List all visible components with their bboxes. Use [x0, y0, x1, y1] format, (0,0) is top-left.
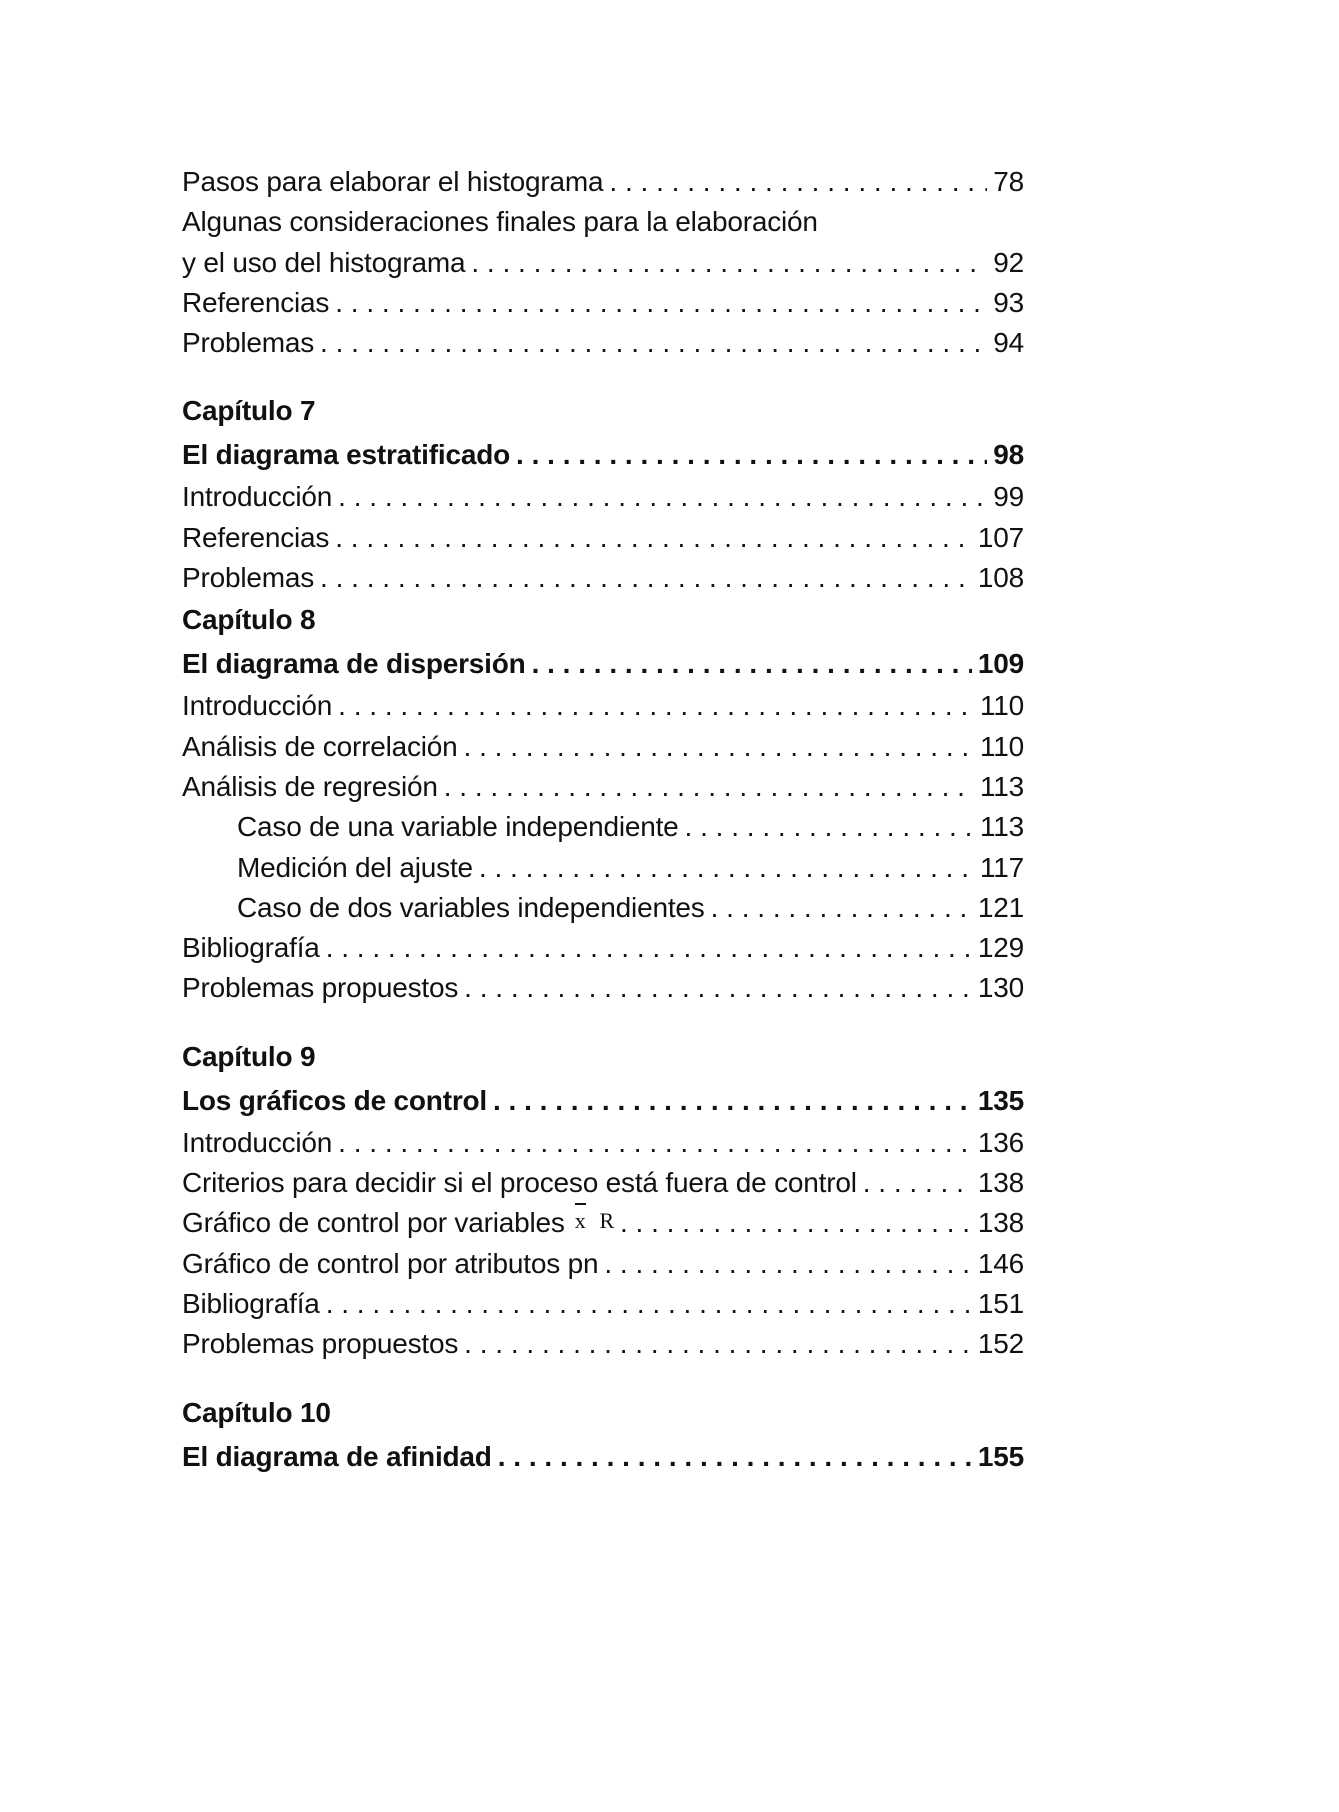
chapter-heading[interactable] [182, 433, 1024, 477]
dot-leader [498, 1435, 972, 1479]
toc-entry[interactable] [182, 558, 1024, 598]
toc-entry-title: Problemas [182, 327, 315, 359]
toc-entry-title: Criterios para decidir si el proceso está fuera de control [182, 1167, 857, 1199]
toc-entry[interactable] [182, 162, 1024, 202]
toc-entry[interactable] [182, 323, 1024, 363]
toc-entry-page: 110 [979, 690, 1024, 722]
toc-entry[interactable] [182, 518, 1024, 558]
toc-entry-title [182, 1203, 614, 1245]
chapter-heading-page: 135 [977, 1084, 1024, 1116]
chapter-heading[interactable] [182, 1079, 1024, 1123]
section-gap [182, 1365, 1024, 1391]
toc-subentry[interactable] [182, 848, 1024, 888]
toc-entry-page: 130 [977, 972, 1024, 1004]
toc-entry-line: Algunas consideraciones finales para la elaboración [182, 206, 818, 238]
dot-leader [471, 243, 987, 283]
toc-entry-title: Referencias [182, 286, 330, 318]
toc-entry[interactable] [182, 686, 1024, 726]
chapter-label: Capítulo 8 [182, 604, 316, 636]
toc-entry-page: 146 [977, 1247, 1024, 1279]
toc-entry-page: 138 [977, 1207, 1024, 1239]
section-gap [182, 363, 1024, 389]
chapter-heading[interactable] [182, 642, 1024, 686]
dot-leader [479, 848, 974, 888]
dot-leader [464, 1324, 972, 1364]
chapter-heading-page: 155 [977, 1440, 1024, 1472]
x-bar-symbol: x [575, 1201, 586, 1241]
toc-entry[interactable] [182, 1324, 1024, 1364]
toc-entry-title: Problemas propuestos [182, 972, 459, 1004]
toc-entry-title: Problemas [182, 562, 315, 594]
toc-subentry-page: 113 [979, 811, 1024, 843]
chapter-heading[interactable] [182, 1435, 1024, 1479]
chapter-heading-page: 109 [977, 648, 1024, 680]
chapter-label: Capítulo 9 [182, 1040, 316, 1072]
dot-leader [620, 1203, 972, 1243]
toc-entry-title-text: Gráfico de control por variables [182, 1207, 565, 1239]
toc-entry-title: Bibliografía [182, 932, 320, 964]
toc-entry[interactable] [182, 767, 1024, 807]
toc-entry-page: 152 [977, 1328, 1024, 1360]
dot-leader [320, 558, 972, 598]
chapter-heading-title: El diagrama de afinidad [182, 1440, 492, 1472]
toc-entry-title: y el uso del histograma [182, 246, 466, 278]
dot-leader [493, 1079, 972, 1123]
toc-entry-title: Análisis de correlación [182, 730, 458, 762]
chapter-heading-title: El diagrama de dispersión [182, 648, 526, 680]
dot-leader [338, 686, 974, 726]
toc-subentry-title: Medición del ajuste [237, 851, 473, 883]
toc-entry-page: 136 [977, 1126, 1024, 1158]
toc-subentry[interactable] [182, 888, 1024, 928]
section-gap [182, 1009, 1024, 1035]
toc-entry[interactable] [182, 968, 1024, 1008]
toc-entry[interactable] [182, 1284, 1024, 1324]
toc-entry[interactable] [182, 243, 1024, 283]
chapter-heading-title: El diagrama estratificado [182, 439, 511, 471]
math-symbols [575, 1208, 614, 1233]
toc-entry-page: 113 [979, 770, 1024, 802]
chapter-heading-title: Los gráficos de control [182, 1084, 487, 1116]
toc-entry-page: 110 [979, 730, 1024, 762]
dot-leader [326, 928, 972, 968]
toc-subentry-title: Caso de una variable independiente [237, 811, 679, 843]
toc-entry[interactable] [182, 1163, 1024, 1203]
toc-entry-title: Pasos para elaborar el histograma [182, 166, 604, 197]
toc-entry-page: 99 [993, 481, 1024, 513]
toc-subentry-page: 121 [977, 891, 1024, 923]
table-of-contents [182, 162, 1024, 1479]
dot-leader [532, 642, 972, 686]
toc-entry-title: Gráfico de control por atributos pn [182, 1247, 599, 1279]
chapter-heading-page: 98 [993, 439, 1024, 471]
toc-entry-page: 107 [977, 521, 1024, 553]
toc-subentry-title: Caso de dos variables independientes [237, 891, 705, 923]
dot-leader [464, 968, 972, 1008]
toc-subentry[interactable] [182, 807, 1024, 847]
toc-entry-title: Introducción [182, 1126, 333, 1158]
toc-entry[interactable] [182, 727, 1024, 767]
dot-leader [464, 727, 974, 767]
toc-subentry-page: 117 [979, 851, 1024, 883]
toc-entry[interactable] [182, 1244, 1024, 1284]
dot-leader [338, 477, 987, 517]
dot-leader [335, 518, 972, 558]
dot-leader [609, 162, 987, 202]
toc-entry-page: 151 [977, 1287, 1024, 1319]
r-symbol: R [599, 1208, 614, 1234]
dot-leader [326, 1284, 972, 1324]
toc-entry-page: 92 [993, 246, 1024, 278]
toc-entry-page: 94 [993, 327, 1024, 359]
dot-leader [516, 433, 987, 477]
toc-entry-page: 93 [993, 286, 1024, 318]
toc-entry-page: 129 [977, 932, 1024, 964]
dot-leader [444, 767, 974, 807]
toc-entry[interactable] [182, 283, 1024, 323]
toc-entry[interactable] [182, 1203, 1024, 1243]
toc-entry-page: 138 [977, 1167, 1024, 1199]
toc-entry-title: Análisis de regresión [182, 770, 438, 802]
toc-entry-page: 78 [993, 166, 1024, 197]
chapter-label: Capítulo 7 [182, 395, 316, 427]
toc-entry-page: 108 [977, 562, 1024, 594]
chapter-label: Capítulo 10 [182, 1396, 331, 1428]
toc-entry[interactable] [182, 1123, 1024, 1163]
toc-entry-title: Introducción [182, 481, 333, 513]
toc-entry[interactable] [182, 928, 1024, 968]
dot-leader [604, 1244, 972, 1284]
toc-entry-title: Introducción [182, 690, 333, 722]
toc-entry[interactable] [182, 477, 1024, 517]
dot-leader [338, 1123, 972, 1163]
dot-leader [863, 1163, 972, 1203]
dot-leader [685, 807, 974, 847]
dot-leader [711, 888, 972, 928]
toc-entry-title: Problemas propuestos [182, 1328, 459, 1360]
dot-leader [320, 323, 987, 363]
dot-leader [335, 283, 987, 323]
toc-entry-title: Referencias [182, 521, 330, 553]
toc-entry-title: Bibliografía [182, 1287, 320, 1319]
